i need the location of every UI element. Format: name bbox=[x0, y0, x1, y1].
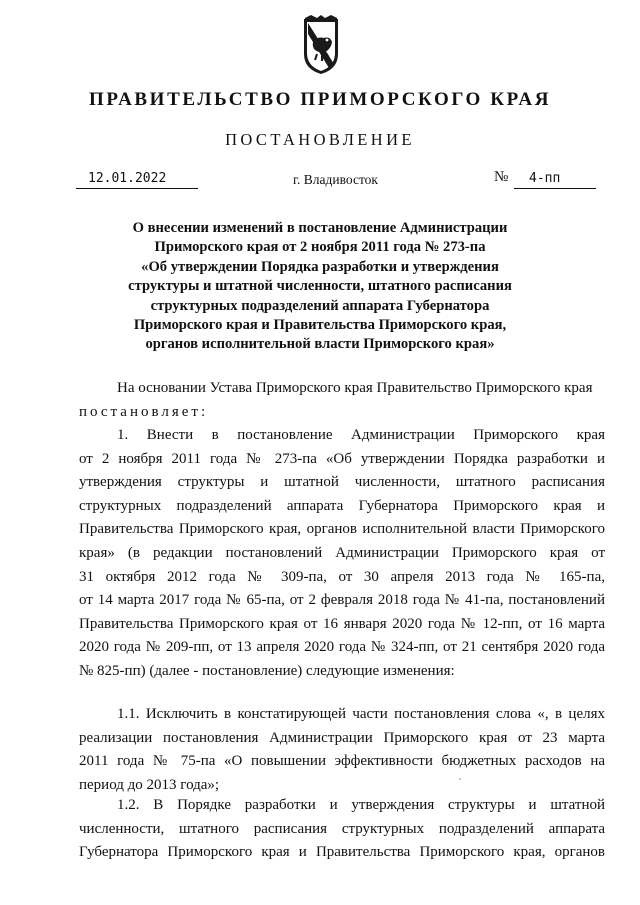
paragraph-line: структурных подразделений аппарата Губернатора Приморского края и bbox=[79, 497, 605, 514]
subject-line: структуры и штатной численности, штатного расписания bbox=[128, 278, 512, 295]
paragraph-line: постановляет: bbox=[79, 403, 209, 420]
paragraph-line: 31 октября 2012 года № 309-па, от 30 апреля 2013 года № 165-па, bbox=[79, 568, 605, 585]
paragraph-line: реализации постановления Администрации Приморского края от 23 марта bbox=[79, 729, 605, 746]
subject-line: Приморского края от 2 ноября 2011 года № 273-па bbox=[154, 239, 486, 256]
document-city: г. Владивосток bbox=[293, 172, 378, 187]
preamble-paragraph bbox=[79, 377, 605, 424]
subject-line: «Об утверждении Порядка разработки и утверждения bbox=[141, 258, 499, 275]
paragraph-line: численности, штатного расписания структурных подразделений аппарата bbox=[79, 820, 605, 837]
paragraph-line: 2011 года № 75-па «О повышении эффективности бюджетных расходов на bbox=[79, 753, 605, 770]
paragraph-line: от 14 марта 2017 года № 65-па, от 2 февраля 2018 года № 41-па, постановлений bbox=[79, 592, 605, 609]
paragraph-line: от 2 ноября 2011 года № 273-па «Об утверждении Порядка разработки и bbox=[79, 450, 605, 467]
item-1-paragraph bbox=[79, 424, 605, 684]
paragraph-line: утверждения структуры и штатной численности, штатного расписания bbox=[79, 474, 605, 491]
subject-line: О внесении изменений в постановление Администрации bbox=[132, 220, 508, 236]
paragraph-line: № 825-пп) (далее - постановление) следующие изменения: bbox=[79, 662, 455, 679]
document-subject bbox=[100, 219, 540, 355]
document-date: 12.01.2022 bbox=[76, 171, 198, 189]
paragraph-line: Правительства Приморского края от 16 января 2020 года № 12-пп, от 16 марта bbox=[79, 615, 605, 632]
scan-speck bbox=[459, 778, 461, 780]
paragraph-line: 2020 года № 209-пп, от 13 апреля 2020 года № 324-пп, от 21 сентября 2020 года bbox=[79, 639, 605, 656]
paragraph-line: период до 2013 года»; bbox=[79, 776, 220, 793]
paragraph-line: Губернатора Приморского края и Правительства Приморского края, органов bbox=[79, 844, 605, 861]
government-title: ПРАВИТЕЛЬСТВО ПРИМОРСКОГО КРАЯ bbox=[88, 89, 552, 110]
paragraph-line: Правительства Приморского края, органов исполнительной власти Приморского bbox=[79, 521, 605, 538]
number-sign: № bbox=[494, 169, 509, 185]
subject-line: органов исполнительной власти Приморского края» bbox=[145, 336, 495, 353]
document-number: 4-пп bbox=[514, 171, 596, 189]
subject-line: структурных подразделений аппарата Губернатора bbox=[150, 297, 490, 314]
item-1-2-paragraph bbox=[79, 794, 605, 865]
paragraph-line: На основании Устава Приморского края Правительство Приморского края bbox=[117, 380, 593, 396]
paragraph-line: 1.1. Исключить в констатирующей части постановления слова «, в целях bbox=[117, 706, 605, 722]
subject-line: Приморского края и Правительства Приморского края, bbox=[133, 317, 507, 334]
item-1-1-paragraph bbox=[79, 703, 605, 797]
paragraph-line: 1.2. В Порядке разработки и утверждения структуры и штатной bbox=[117, 797, 605, 813]
document-type: ПОСТАНОВЛЕНИЕ bbox=[225, 130, 415, 149]
coat-of-arms-icon bbox=[301, 14, 341, 76]
paragraph-line: края» (в редакции постановлений Администрации Приморского края от bbox=[79, 544, 605, 561]
paragraph-line: 1. Внести в постановление Администрации Приморского края bbox=[117, 427, 605, 443]
